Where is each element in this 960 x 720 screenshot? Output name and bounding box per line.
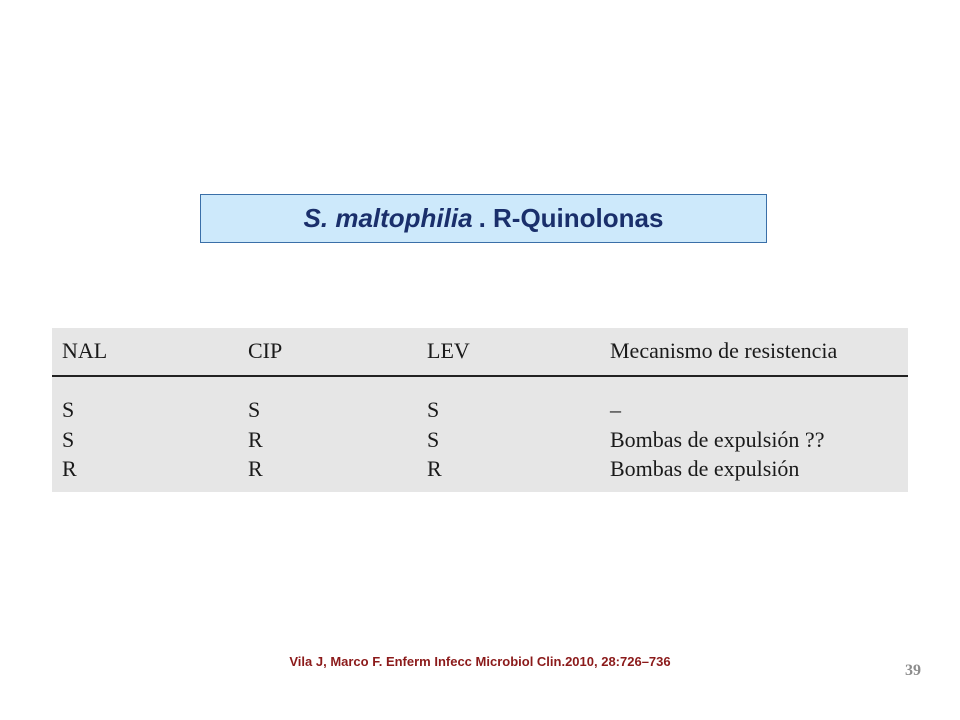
header-lev: LEV: [427, 338, 470, 363]
header-nal: NAL: [62, 338, 108, 363]
table-cell: S: [62, 427, 75, 452]
table-cell: R: [248, 427, 263, 452]
table-cell: S: [248, 397, 261, 422]
title-species: S. maltophilia: [303, 203, 473, 233]
table-cell: –: [610, 397, 621, 422]
header-cip: CIP: [248, 338, 283, 363]
table-cell: S: [62, 397, 75, 422]
table-cell: R: [427, 456, 442, 481]
table-cell: R: [248, 456, 263, 481]
citation: Vila J, Marco F. Enferm Infecc Microbiol Clin.2010, 28:726–736: [289, 654, 671, 669]
resistance-table: [52, 328, 908, 492]
table-cell: Bombas de expulsión: [610, 456, 800, 481]
table-header-row: [52, 328, 908, 377]
header-mecanismo: Mecanismo de resistencia: [610, 338, 838, 363]
table-cell: S: [427, 397, 440, 422]
table-cell: Bombas de expulsión ??: [610, 427, 825, 452]
table-cell: R: [62, 456, 77, 481]
title-rest: . R-Quinolonas: [478, 203, 664, 233]
page-number: 39: [905, 662, 921, 679]
slide-title: [200, 194, 767, 243]
table-cell: S: [427, 427, 440, 452]
